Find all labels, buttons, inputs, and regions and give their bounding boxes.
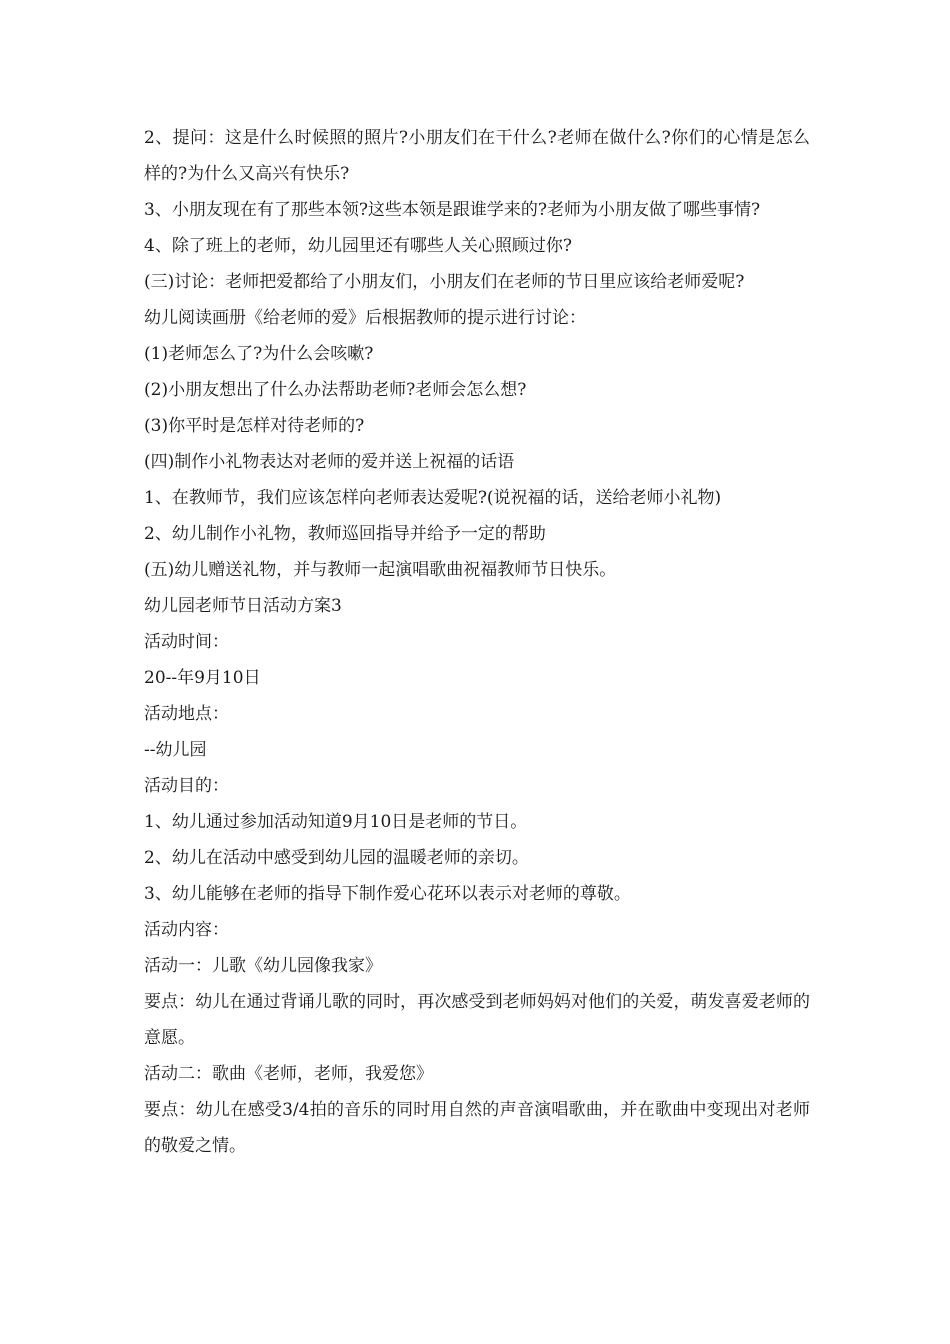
value-activity-location: --幼儿园: [144, 740, 207, 760]
goal-item-1: 1、幼儿通过参加活动知道9月10日是老师的节日。: [144, 812, 528, 832]
paragraph-question-skills: 3、小朋友现在有了那些本领?这些本领是跟谁学来的?老师为小朋友做了哪些事情?: [144, 200, 761, 220]
value-activity-time: 20--年9月10日: [144, 668, 261, 688]
goal-item-2: 2、幼儿在活动中感受到幼儿园的温暖老师的亲切。: [144, 848, 529, 868]
activity-two-key-points: 要点：幼儿在感受3/4拍的音乐的同时用自然的声音演唱歌曲，并在歌曲中变现出对老师的敬爱之情。: [144, 1100, 810, 1156]
label-activity-content: 活动内容：: [144, 920, 229, 940]
paragraph-question-photo: 2、提问：这是什么时候照的照片?小朋友们在干什么?老师在做什么?你们的心情是怎么样的?为什么又高兴有快乐?: [144, 128, 810, 184]
paragraph-question-caretakers: 4、除了班上的老师，幼儿园里还有哪些人关心照顾过你?: [144, 236, 572, 256]
paragraph-gift-heading: (四)制作小礼物表达对老师的爱并送上祝福的话语: [144, 452, 515, 472]
label-activity-time: 活动时间：: [144, 632, 229, 652]
goal-item-3: 3、幼儿能够在老师的指导下制作爱心花环以表示对老师的尊敬。: [144, 884, 631, 904]
document-body: [144, 120, 810, 1164]
activity-one-key-points: 要点：幼儿在通过背诵儿歌的同时，再次感受到老师妈妈对他们的关爱，萌发喜爱老师的意愿。: [144, 992, 810, 1048]
section-title-plan-3: 幼儿园老师节日活动方案3: [144, 596, 342, 616]
paragraph-discussion-item-3: (3)你平时是怎样对待老师的?: [144, 416, 365, 436]
paragraph-discussion-item-1: (1)老师怎么了?为什么会咳嗽?: [144, 344, 374, 364]
label-activity-goals: 活动目的：: [144, 776, 229, 796]
paragraph-gift-presentation: (五)幼儿赠送礼物，并与教师一起演唱歌曲祝福教师节日快乐。: [144, 560, 617, 580]
label-activity-location: 活动地点：: [144, 704, 229, 724]
paragraph-gift-item-2: 2、幼儿制作小礼物，教师巡回指导并给予一定的帮助: [144, 524, 546, 544]
activity-one-title: 活动一：儿歌《幼儿园像我家》: [144, 956, 382, 976]
paragraph-discussion-item-2: (2)小朋友想出了什么办法帮助老师?老师会怎么想?: [144, 380, 527, 400]
activity-two-title: 活动二：歌曲《老师，老师，我爱您》: [144, 1064, 433, 1084]
paragraph-discussion-heading: (三)讨论：老师把爱都给了小朋友们，小朋友们在老师的节日里应该给老师爱呢?: [144, 272, 745, 292]
paragraph-gift-item-1: 1、在教师节，我们应该怎样向老师表达爱呢?(说祝福的话，送给老师小礼物): [144, 488, 722, 508]
paragraph-reading-intro: 幼儿阅读画册《给老师的爱》后根据教师的提示进行讨论：: [144, 308, 586, 328]
